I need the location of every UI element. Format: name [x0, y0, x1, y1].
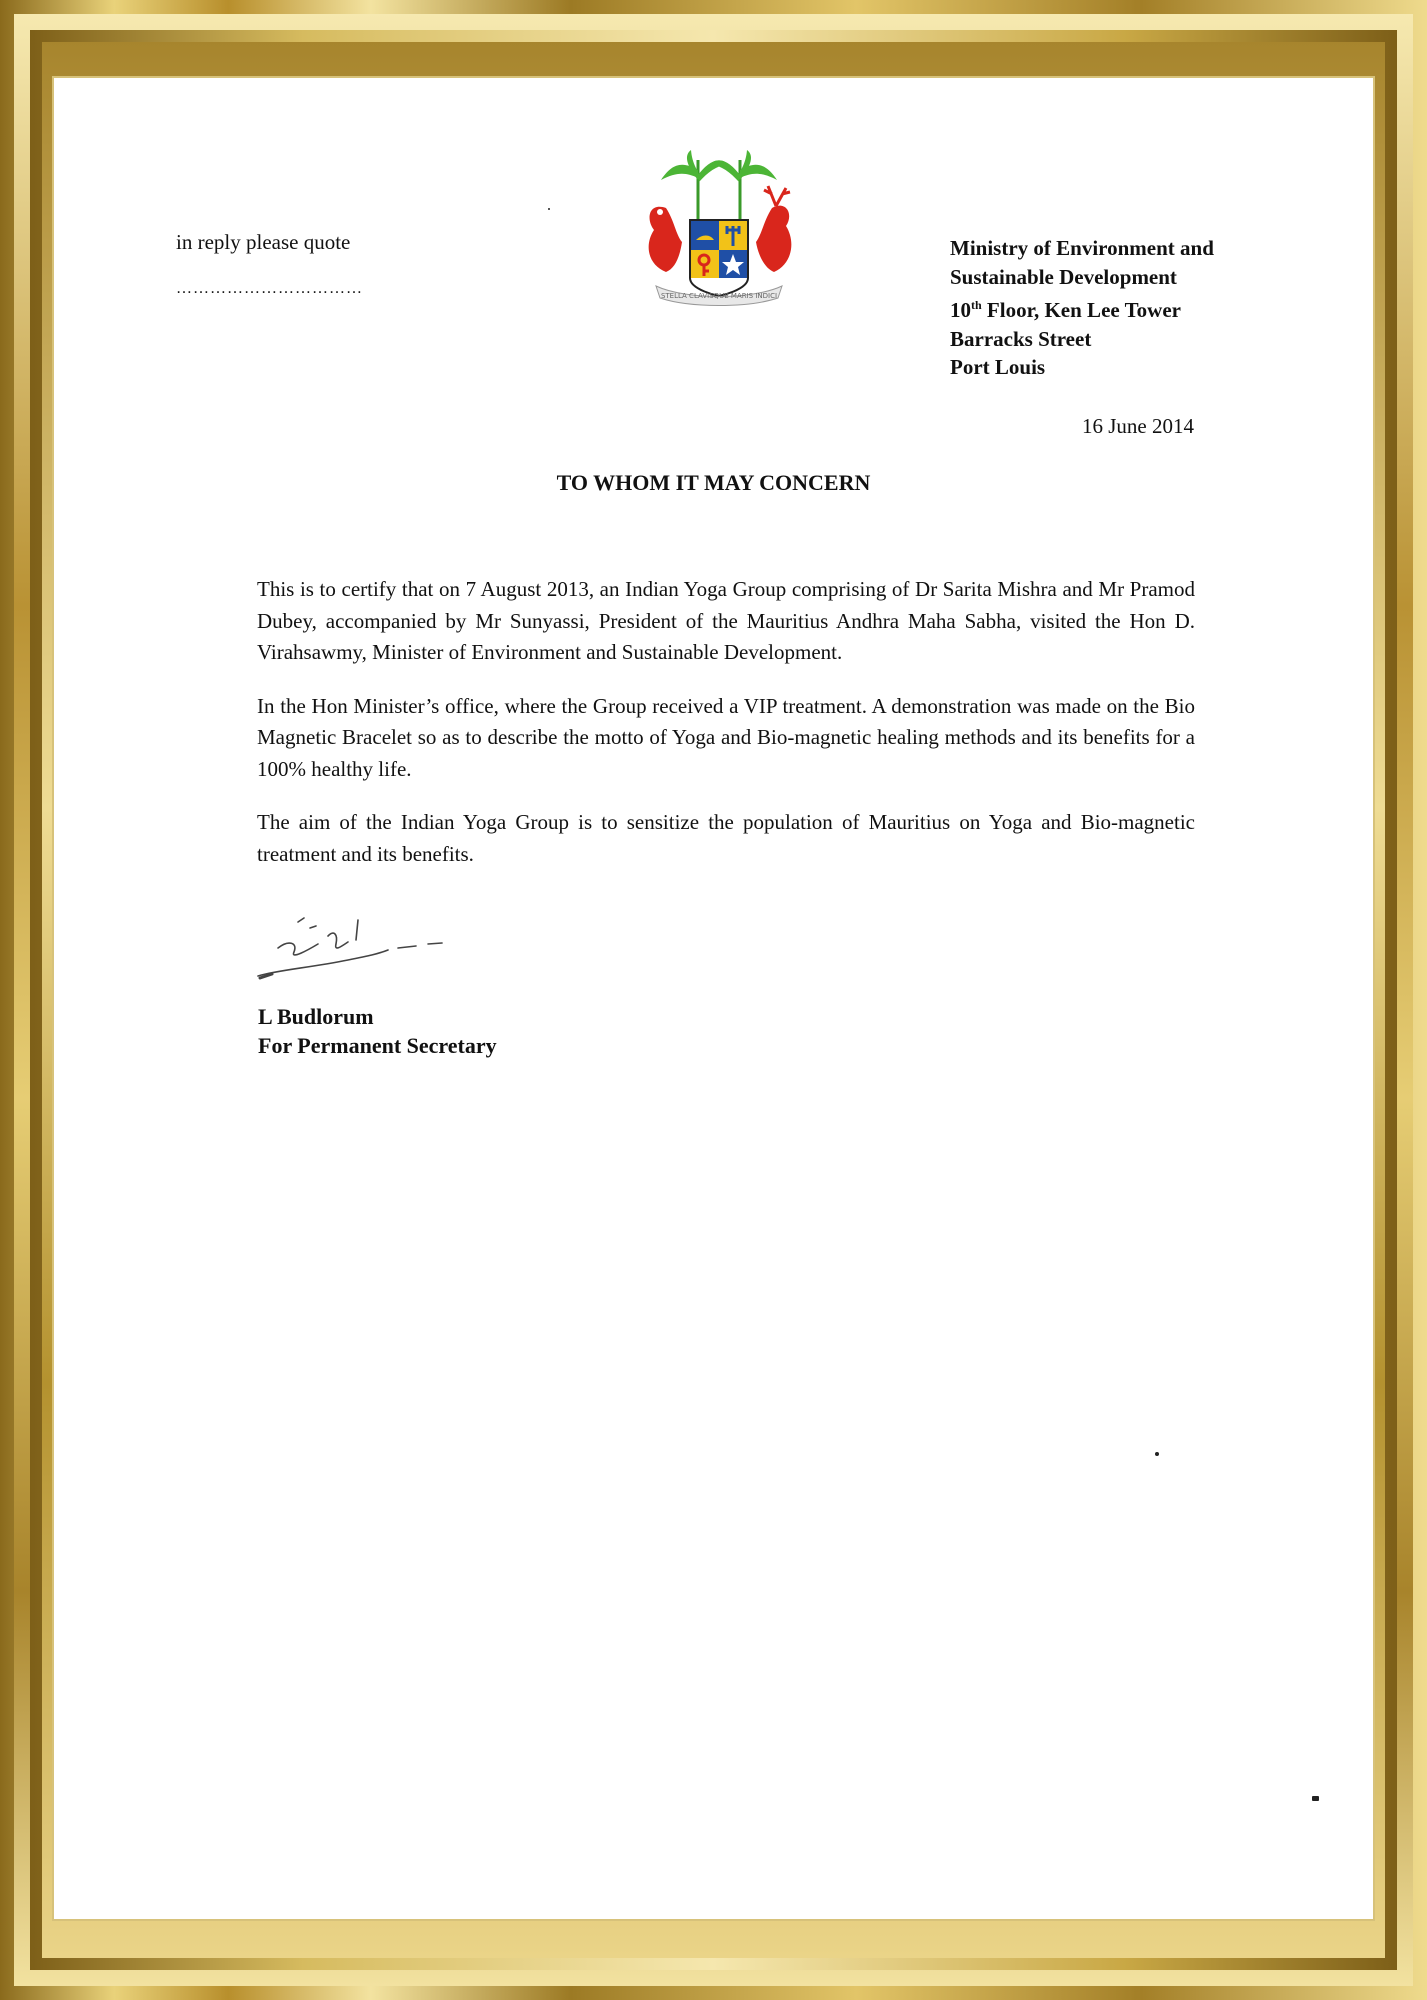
body-paragraph: This is to certify that on 7 August 2013, an Indian Yoga Group comprising of Dr Sarita Mishra and Mr Pramod Dubey, accompanied by Mr Sunyassi, President of the Mauritius Andhra Maha Sabha, visited the Hon D. Virahsawmy, Minister of Environment and Sustainable Development.	[257, 577, 1195, 664]
signer-name: L Budlorum	[258, 1004, 374, 1029]
body-paragraph: In the Hon Minister’s office, where the Group received a VIP treatment. A demonstration was made on the Bio Magnetic Bracelet so as to describe the motto of Yoga and Bio-magnetic healing methods and its benefits for a 100% healthy life.	[257, 693, 1195, 781]
letter-heading: TO WHOM IT MAY CONCERN	[556, 470, 871, 495]
address-line: Sustainable Development	[950, 264, 1177, 289]
svg-text:STELLA CLAVISQUE MARIS INDICI: STELLA CLAVISQUE MARIS INDICI	[660, 292, 778, 300]
ministry-address	[950, 234, 1214, 382]
address-line: Barracks Street	[950, 326, 1092, 351]
address-line: Port Louis	[950, 355, 1046, 379]
mauritius-coat-of-arms-icon	[636, 150, 802, 308]
signer-title: For Permanent Secretary	[258, 1033, 497, 1058]
scan-speck	[548, 208, 550, 210]
address-line	[950, 291, 1214, 325]
reply-quote-dotted-line: ……………………………	[176, 280, 363, 297]
floor-number: 10	[950, 298, 971, 322]
body-paragraph: The aim of the Indian Yoga Group is to sensitize the population of Mauritius on Yoga and Bio-magnetic treatment and its benefits.	[257, 810, 1195, 866]
floor-building: Floor, Ken Lee Tower	[981, 298, 1181, 322]
floor-ordinal: th	[971, 298, 982, 312]
address-line: Ministry of Environment and	[950, 236, 1214, 260]
signer-block	[258, 1002, 497, 1060]
scan-speck	[1155, 1452, 1159, 1456]
reply-quote-label: in reply please quote	[176, 230, 351, 254]
letter-date: 16 June 2014	[1082, 414, 1194, 438]
letter-body	[257, 574, 1195, 892]
scan-speck	[1312, 1796, 1319, 1801]
handwritten-signature-icon	[238, 900, 458, 990]
